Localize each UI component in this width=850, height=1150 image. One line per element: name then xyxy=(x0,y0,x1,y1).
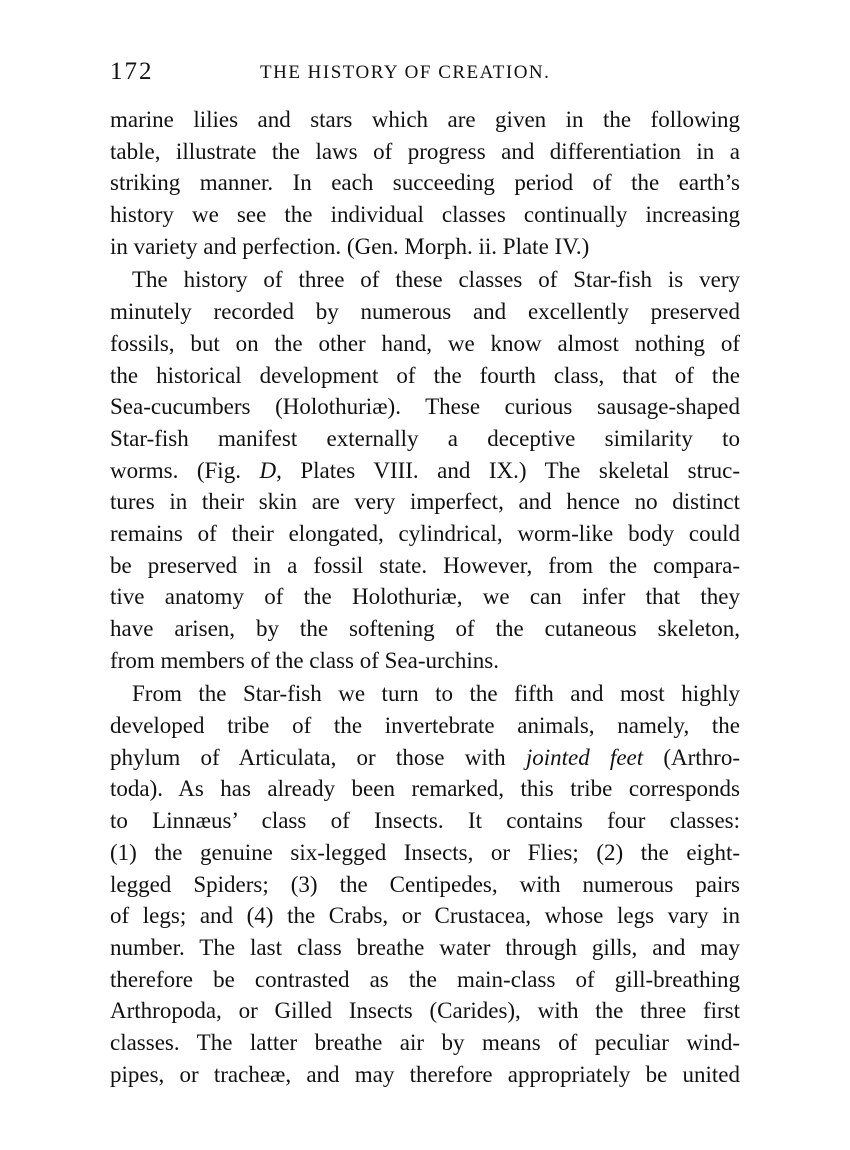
paragraph-first-line: From the Star-fish we turn to the fifth and most highly xyxy=(132,681,740,707)
text-line: in variety and perfection. (Gen. Morph. ii. Plate IV.) xyxy=(110,233,590,259)
text-line: be preserved in a fossil state. However, from the compara- xyxy=(110,552,740,578)
text-line: toda). As has already been remarked, this tribe corresponds xyxy=(110,776,740,802)
text-line: (1) the genuine six-legged Insects, or Flies; (2) the eight- xyxy=(110,839,740,865)
text-line: developed tribe of the invertebrate animals, namely, the xyxy=(110,713,740,739)
body-text xyxy=(110,104,740,1090)
text-line: phylum of Articulata, or those with jointed feet (Arthro- xyxy=(110,744,741,770)
text-line: minutely recorded by numerous and excellently preserved xyxy=(110,299,740,325)
text-line: table, illustrate the laws of progress and differentiation in a xyxy=(110,138,740,164)
text-line: classes. The latter breathe air by means of peculiar wind- xyxy=(110,1029,740,1055)
text-line: legged Spiders; (3) the Centipedes, with numerous pairs xyxy=(110,871,740,897)
text-line: remains of their elongated, cylindrical, worm-like body could xyxy=(110,520,740,546)
text-line: worms. (Fig. D, Plates VIII. and IX.) The skeletal struc- xyxy=(110,457,740,483)
text-line: tive anatomy of the Holothuriæ, we can infer that they xyxy=(110,584,740,610)
text-line: the historical development of the fourth class, that of the xyxy=(110,362,740,388)
text-line: Star-fish manifest externally a deceptive similarity to xyxy=(110,425,740,451)
text-line: of legs; and (4) the Crabs, or Crustacea, whose legs vary in xyxy=(110,903,740,929)
text-line: striking manner. In each succeeding period of the earth’s xyxy=(110,170,740,196)
italic-text: jointed feet xyxy=(525,744,644,770)
italic-text: D xyxy=(259,457,277,483)
text-line: pipes, or tracheæ, and may therefore appropriately be united xyxy=(110,1061,740,1087)
text-line: therefore be contrasted as the main-class of gill-breathing xyxy=(110,966,740,992)
text-line: fossils, but on the other hand, we know almost nothing of xyxy=(110,330,740,356)
text-line: Sea-cucumbers (Holothuriæ). These curious sausage-shaped xyxy=(110,394,740,420)
text-line: marine lilies and stars which are given in the following xyxy=(110,107,740,132)
text-line: Arthropoda, or Gilled Insects (Carides), with the three first xyxy=(110,998,740,1024)
text-line: from members of the class of Sea-urchins. xyxy=(110,647,499,673)
paragraph-first-line: The history of three of these classes of Star-fish is very xyxy=(132,267,740,293)
text-line: history we see the individual classes continually increasing xyxy=(110,202,740,228)
text-line: have arisen, by the softening of the cutaneous skeleton, xyxy=(110,616,740,641)
running-head xyxy=(110,58,740,92)
text-line: tures in their skin are very imperfect, and hence no distinct xyxy=(110,489,740,515)
text-line: to Linnæus’ class of Insects. It contains four classes: xyxy=(110,808,740,834)
text-line: number. The last class breathe water through gills, and may xyxy=(110,934,740,960)
running-title: THE HISTORY OF CREATION. xyxy=(260,62,551,83)
page-number: 172 xyxy=(110,58,154,85)
